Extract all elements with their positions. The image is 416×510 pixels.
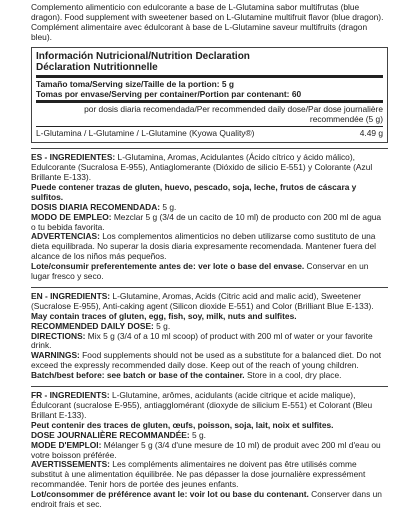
fr-usage-text: Mélanger 5 g (3/4 d'une mesure de 10 ml) de produit avec 200 ml d'eau ou votre boisson préférée. — [31, 439, 381, 460]
fr-allergens: Peut contenir des traces de gluten, œufs, poisson, soja, lait, noix et sulfites. — [31, 419, 334, 430]
servings-value: 60 — [291, 88, 302, 99]
fr-ingredients-text: L-Glutamine, arômes, acidulants (acide citrique et acide malique), Édulcorant (sucralose E-955), antiagglomérant (dioxyde de silicium E-551) et Colorant (Bleu Brillant E-133). — [31, 390, 373, 420]
en-batch — [31, 371, 388, 381]
description-text: Complemento alimenticio con edulcorante a base de L-Glutamina sabor multifrutas (blue dragon). Food supplement with sweetener based on L-Glutamine multifruit flavor (blue dragon). Complément alimentaire avec édulcorant à base de L-Glutamine saveur multifruits (dragon bleu). — [31, 2, 384, 42]
section-fr — [31, 386, 388, 510]
en-warnings-text: Food supplements should not be used as a substitute for a balanced diet. Do not exceed the expressly recommended daily dose. Keep out of the reach of young children. — [31, 350, 382, 371]
facts-title-line2: Déclaration Nutritionnelle — [36, 62, 158, 74]
en-ingredients — [31, 292, 388, 312]
en-allergens: May contain traces of gluten, egg, fish, soy, milk, nuts and sulfites. — [31, 310, 297, 321]
es-usage — [31, 213, 388, 233]
en-batch-label: Batch/best before: see batch or base of the container. — [31, 370, 245, 381]
fr-ingredients — [31, 391, 388, 421]
fr-dose-text: 5 g. — [189, 429, 206, 440]
ingredient-value: 4.49 g — [359, 128, 383, 139]
serving-size-value: 5 g — [221, 78, 234, 89]
en-warnings-label: WARNINGS: — [31, 350, 80, 361]
fr-usage-label: MODE D'EMPLOI: — [31, 439, 102, 450]
en-ingredients-text: L-Glutamine, Aromas, Acids (Citric acid and malic acid), Sweetener (Sucralose E-955), Anti-caking agent (Silicon dioxide E-551) and Color (Brilliant Blue E-133). — [31, 290, 374, 311]
facts-thick-rule — [36, 100, 383, 103]
fr-batch-label: Lot/consommer de préférence avant le: voir lot ou base du contenant. — [31, 489, 309, 500]
en-batch-text: Store in a cool, dry place. — [244, 370, 342, 381]
facts-thin-rule — [36, 126, 383, 127]
facts-thick-rule — [36, 75, 383, 78]
servings-row — [36, 90, 383, 100]
en-ingredients-label: EN - INGREDIENTS: — [31, 290, 111, 301]
es-ingredients — [31, 153, 388, 183]
fr-batch — [31, 490, 388, 510]
amount-header: por dosis diaria recomendada/Per recommended daily dose/Par dose journalière recommendée (5 g) — [84, 104, 383, 125]
facts-title-line1: Información Nutricional/Nutrition Declaration — [36, 50, 250, 62]
ingredient-name: L-Glutamina / L-Glutamine / L-Glutamine (Kyowa Quality®) — [36, 128, 255, 139]
fr-ingredients-label: FR - INGREDIENTS: — [31, 390, 110, 401]
es-warnings-text: Los complementos alimenticios no deben utilizarse como sustituto de una dieta equilibrada. No superar la dosis diaria expresamente recomendada. Mantener fuera del alcance de los niños más pequeños. — [31, 231, 376, 262]
es-dose-label: DOSIS DIARIA RECOMENDADA: — [31, 201, 161, 212]
es-batch — [31, 262, 388, 282]
fr-usage — [31, 441, 388, 461]
es-ingredients-text: L-Glutamina, Aromas, Acidulantes (Ácido cítrico y ácido málico), Edulcorante (Sucralosa E-955), Antiaglomerante (Dióxido de silicio E-551) y Colorante (Azul Brillante E-133). — [31, 152, 373, 182]
en-dose-label: RECOMMENDED DAILY DOSE: — [31, 320, 154, 331]
es-warnings — [31, 232, 388, 262]
es-usage-text: Mezclar 5 g (3/4 de un cacito de 10 ml) de producto con 200 ml de agua o tu bebida favorita. — [31, 211, 382, 232]
section-es — [31, 148, 388, 282]
section-en — [31, 287, 388, 381]
fr-warnings-text: Les compléments alimentaires ne doivent pas être utilisés comme substitut à une alimentation équilibrée. Ne pas dépasser la dose journalière expressément recommandée. Tenir hors de portée des jeunes enfants. — [31, 459, 366, 490]
section-divider — [31, 287, 388, 288]
en-usage-label: DIRECTIONS: — [31, 330, 86, 341]
fr-batch-text: Conserver dans un endroit frais et sec. — [31, 489, 382, 510]
es-usage-label: MODO DE EMPLEO: — [31, 211, 112, 222]
es-warnings-label: ADVERTENCIAS: — [31, 231, 100, 242]
en-usage-text: Mix 5 g (3/4 of a 10 ml scoop) of product with 200 ml of water or your favorite drink. — [31, 330, 373, 351]
section-divider — [31, 386, 388, 387]
fr-dose-label: DOSE JOURNALIÈRE RECOMMANDÉE: — [31, 429, 190, 440]
section-divider — [31, 148, 388, 149]
en-dose-text: 5 g. — [153, 320, 171, 331]
es-dose-text: 5 g. — [160, 201, 177, 212]
en-usage — [31, 332, 388, 352]
es-batch-label: Lote/consumir preferentemente antes de: ver lote o base del envase. — [31, 261, 305, 272]
serving-size-label: Tamaño toma/Serving size/Taille de la portion: — [36, 78, 220, 89]
es-ingredients-label: ES - INGREDIENTES: — [31, 152, 116, 163]
nutrition-facts-box — [31, 47, 388, 144]
servings-label: Tomas por envase/Serving per container/Portion par contenant: — [36, 88, 290, 99]
es-batch-text: Conservar en un lugar fresco y seco. — [31, 261, 369, 282]
es-allergens: Puede contener trazas de gluten, huevo, pescado, soja, leche, frutos de cáscara y sulfitos. — [31, 181, 357, 202]
fr-warnings-label: AVERTISSEMENTS: — [31, 459, 110, 470]
ingredient-row — [36, 129, 383, 139]
fr-warnings — [31, 460, 388, 490]
en-warnings — [31, 351, 388, 371]
facts-title — [36, 51, 383, 74]
product-description — [31, 0, 388, 43]
